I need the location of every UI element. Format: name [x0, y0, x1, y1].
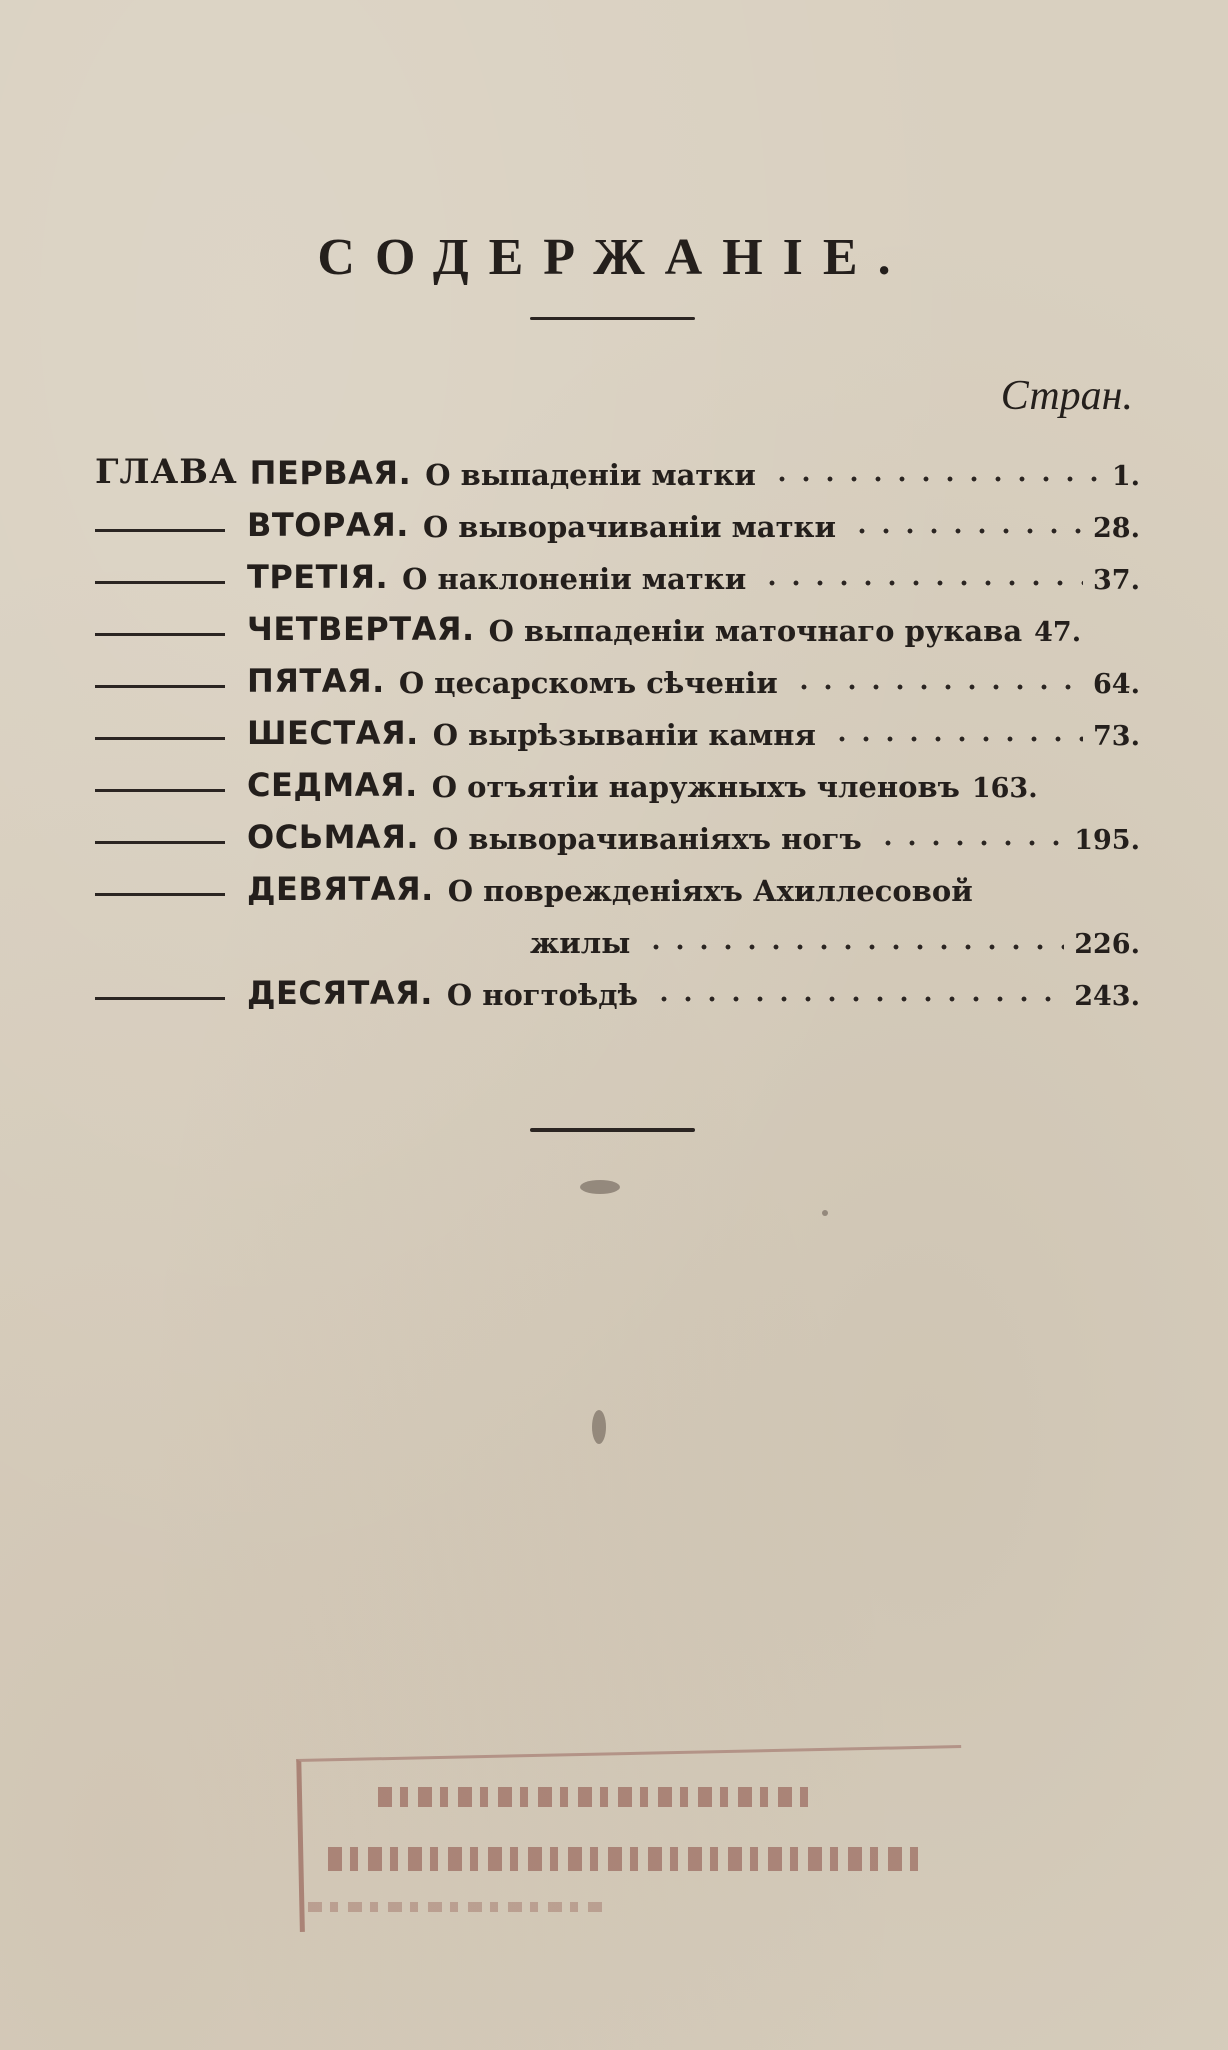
toc-chapter-word: ГЛАВА — [95, 452, 238, 492]
dot-leader — [760, 580, 1083, 586]
toc-page-number: 73. — [1093, 721, 1140, 752]
toc-chapter-number: ДЕСЯТАЯ. — [247, 974, 433, 1012]
toc-entry — [95, 544, 1140, 596]
toc-entry — [95, 648, 1140, 700]
paper-blemish — [822, 1210, 828, 1216]
toc-page-number: 1. — [1111, 461, 1140, 492]
dot-leader — [876, 840, 1065, 846]
toc-chapter-number: СЕДМАЯ. — [247, 766, 418, 804]
toc-chapter-number: ВТОРАЯ. — [247, 506, 409, 544]
ditto-dash — [95, 581, 225, 584]
toc-chapter-number: ЧЕТВЕРТАЯ. — [247, 610, 475, 648]
toc-page-number: 226. — [1074, 929, 1140, 960]
toc-chapter-title: О наклоненiи матки — [402, 562, 747, 596]
toc-entry — [95, 752, 1140, 804]
stamp-text-line — [308, 1902, 608, 1912]
page-column-label: Стран. — [1000, 373, 1133, 419]
stamp-text-line — [378, 1787, 818, 1807]
ditto-dash — [95, 893, 225, 896]
toc-page-number: 37. — [1093, 565, 1140, 596]
toc-entry — [95, 596, 1140, 648]
toc-chapter-title: О цесарскомъ сѣченiи — [398, 666, 778, 700]
ditto-dash — [95, 737, 225, 740]
stamp-text-line — [328, 1847, 928, 1871]
library-stamp — [298, 1752, 973, 1932]
ditto-dash — [95, 997, 225, 1000]
toc-chapter-title: О выворачиванiи матки — [422, 510, 837, 544]
ditto-dash — [95, 685, 225, 688]
dot-leader — [644, 944, 1064, 950]
toc-page-number: 163. — [971, 773, 1038, 804]
toc-chapter-number: ПЯТАЯ. — [247, 662, 385, 700]
paper-blemish — [580, 1180, 620, 1194]
title-rule — [530, 317, 695, 320]
dot-leader — [770, 476, 1102, 482]
paper-blemish — [592, 1410, 606, 1444]
toc-chapter-number: ШЕСТАЯ. — [247, 714, 419, 752]
toc-chapter-number: ПЕРВАЯ. — [249, 454, 412, 492]
ditto-dash — [95, 841, 225, 844]
ditto-dash — [95, 633, 225, 636]
toc-chapter-title: О вырѣзыванiи камня — [432, 718, 816, 752]
dot-leader — [850, 528, 1083, 534]
toc-entry — [95, 440, 1140, 492]
toc-entry — [95, 804, 1140, 856]
toc-chapter-number: ДЕВЯТАЯ. — [247, 870, 434, 908]
toc-chapter-title: О ногтоѣдѣ — [446, 978, 638, 1012]
dot-leader — [652, 996, 1064, 1002]
toc-page-number: 243. — [1074, 981, 1140, 1012]
toc-page-number: 64. — [1093, 669, 1140, 700]
toc-chapter-title: О отъятiи наружныхъ членовъ — [431, 770, 960, 804]
ditto-dash — [95, 789, 225, 792]
toc-entry — [95, 856, 1140, 908]
toc-entry-continuation — [95, 908, 1140, 960]
toc-page-number: 195. — [1074, 825, 1140, 856]
toc-chapter-number: ТРЕТIЯ. — [247, 558, 389, 596]
toc-chapter-title: жилы — [530, 926, 631, 960]
toc-page-number: 47. — [1034, 617, 1082, 648]
end-rule — [530, 1128, 695, 1132]
toc-page-number: 28. — [1093, 513, 1140, 544]
toc-chapter-title: О выпаденiи матки — [425, 458, 756, 492]
table-of-contents — [95, 440, 1140, 1012]
toc-entry — [95, 700, 1140, 752]
toc-chapter-title: О выворачиванiяхъ ногъ — [432, 822, 862, 856]
toc-entry — [95, 960, 1140, 1012]
toc-entry — [95, 492, 1140, 544]
page-title: СОДЕРЖАНIЕ. — [317, 229, 911, 286]
toc-chapter-title: О выпаденiи маточнаго рукава — [488, 614, 1023, 648]
dot-leader — [830, 736, 1083, 742]
dot-leader — [792, 684, 1083, 690]
toc-chapter-title: О поврежденiяхъ Ахиллесовой — [447, 874, 973, 908]
toc-chapter-number: ОСЬМАЯ. — [247, 818, 419, 856]
ditto-dash — [95, 529, 225, 532]
